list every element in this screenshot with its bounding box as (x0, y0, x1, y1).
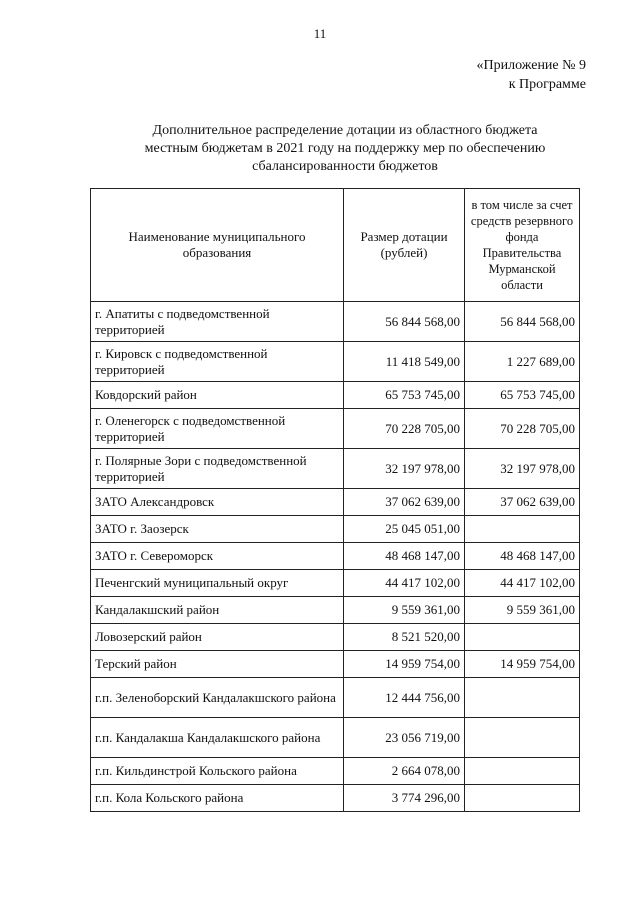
reserve-fund-cell: 32 197 978,00 (465, 449, 580, 489)
subsidy-amount-cell: 8 521 520,00 (344, 624, 465, 651)
table-row (91, 785, 580, 812)
subsidy-amount-cell: 14 959 754,00 (344, 651, 465, 678)
appendix-line-2: к Программе (508, 77, 586, 92)
subsidy-amount-cell: 3 774 296,00 (344, 785, 465, 812)
municipality-cell: ЗАТО г. Заозерск (91, 516, 344, 543)
table-row (91, 302, 580, 342)
table-row (91, 449, 580, 489)
table-row (91, 489, 580, 516)
subsidy-amount-cell: 32 197 978,00 (344, 449, 465, 489)
table-row (91, 651, 580, 678)
reserve-fund-cell: 65 753 745,00 (465, 382, 580, 409)
municipality-cell: г. Полярные Зори с подведомственной территорией (91, 449, 344, 489)
header-subsidy-amount: Размер дотации (рублей) (344, 189, 465, 302)
document-title (110, 122, 580, 176)
municipality-cell: г.п. Кильдинстрой Кольского района (91, 758, 344, 785)
table-row (91, 382, 580, 409)
header-reserve-fund: в том числе за счет средств резервного фонда Правительства Мурманской области (465, 189, 580, 302)
municipality-cell: Ловозерский район (91, 624, 344, 651)
table-row (91, 409, 580, 449)
table-row (91, 342, 580, 382)
reserve-fund-cell: 70 228 705,00 (465, 409, 580, 449)
table-body (91, 302, 580, 812)
table-row (91, 543, 580, 570)
appendix-reference (477, 56, 587, 94)
table-row (91, 624, 580, 651)
subsidy-amount-cell: 25 045 051,00 (344, 516, 465, 543)
table-row (91, 718, 580, 758)
title-line-1: Дополнительное распределение дотации из областного бюджета (152, 123, 538, 138)
reserve-fund-cell: 1 227 689,00 (465, 342, 580, 382)
reserve-fund-cell (465, 624, 580, 651)
municipality-cell: г. Апатиты с подведомственной территорией (91, 302, 344, 342)
reserve-fund-cell: 56 844 568,00 (465, 302, 580, 342)
reserve-fund-cell: 14 959 754,00 (465, 651, 580, 678)
municipality-cell: ЗАТО Александровск (91, 489, 344, 516)
subsidy-amount-cell: 44 417 102,00 (344, 570, 465, 597)
subsidy-table (90, 188, 580, 812)
subsidy-amount-cell: 70 228 705,00 (344, 409, 465, 449)
municipality-cell: Печенгский муниципальный округ (91, 570, 344, 597)
reserve-fund-cell (465, 758, 580, 785)
appendix-line-1: «Приложение № 9 (476, 58, 586, 73)
reserve-fund-cell: 9 559 361,00 (465, 597, 580, 624)
reserve-fund-cell: 37 062 639,00 (465, 489, 580, 516)
municipality-cell: Кандалакшский район (91, 597, 344, 624)
municipality-cell: г.п. Кандалакша Кандалакшского района (91, 718, 344, 758)
title-line-3: сбалансированности бюджетов (252, 159, 438, 174)
table-row (91, 758, 580, 785)
subsidy-amount-cell: 56 844 568,00 (344, 302, 465, 342)
table-header-row (91, 189, 580, 302)
table-row (91, 678, 580, 718)
subsidy-amount-cell: 12 444 756,00 (344, 678, 465, 718)
table-row (91, 570, 580, 597)
subsidy-amount-cell: 23 056 719,00 (344, 718, 465, 758)
table-row (91, 516, 580, 543)
subsidy-amount-cell: 37 062 639,00 (344, 489, 465, 516)
municipality-cell: Терский район (91, 651, 344, 678)
subsidy-amount-cell: 65 753 745,00 (344, 382, 465, 409)
municipality-cell: г. Кировск с подведомственной территорией (91, 342, 344, 382)
municipality-cell: ЗАТО г. Североморск (91, 543, 344, 570)
table-row (91, 597, 580, 624)
subsidy-amount-cell: 2 664 078,00 (344, 758, 465, 785)
municipality-cell: г.п. Зеленоборский Кандалакшского района (91, 678, 344, 718)
municipality-cell: г.п. Кола Кольского района (91, 785, 344, 812)
header-municipality: Наименование муниципального образования (91, 189, 344, 302)
reserve-fund-cell (465, 678, 580, 718)
reserve-fund-cell (465, 785, 580, 812)
subsidy-amount-cell: 9 559 361,00 (344, 597, 465, 624)
municipality-cell: Ковдорский район (91, 382, 344, 409)
reserve-fund-cell (465, 718, 580, 758)
reserve-fund-cell: 44 417 102,00 (465, 570, 580, 597)
title-line-2: местным бюджетам в 2021 году на поддержку мер по обеспечению (144, 141, 546, 156)
reserve-fund-cell (465, 516, 580, 543)
subsidy-amount-cell: 48 468 147,00 (344, 543, 465, 570)
subsidy-amount-cell: 11 418 549,00 (344, 342, 465, 382)
page-number: 11 (313, 26, 327, 41)
municipality-cell: г. Оленегорск с подведомственной территорией (91, 409, 344, 449)
reserve-fund-cell: 48 468 147,00 (465, 543, 580, 570)
